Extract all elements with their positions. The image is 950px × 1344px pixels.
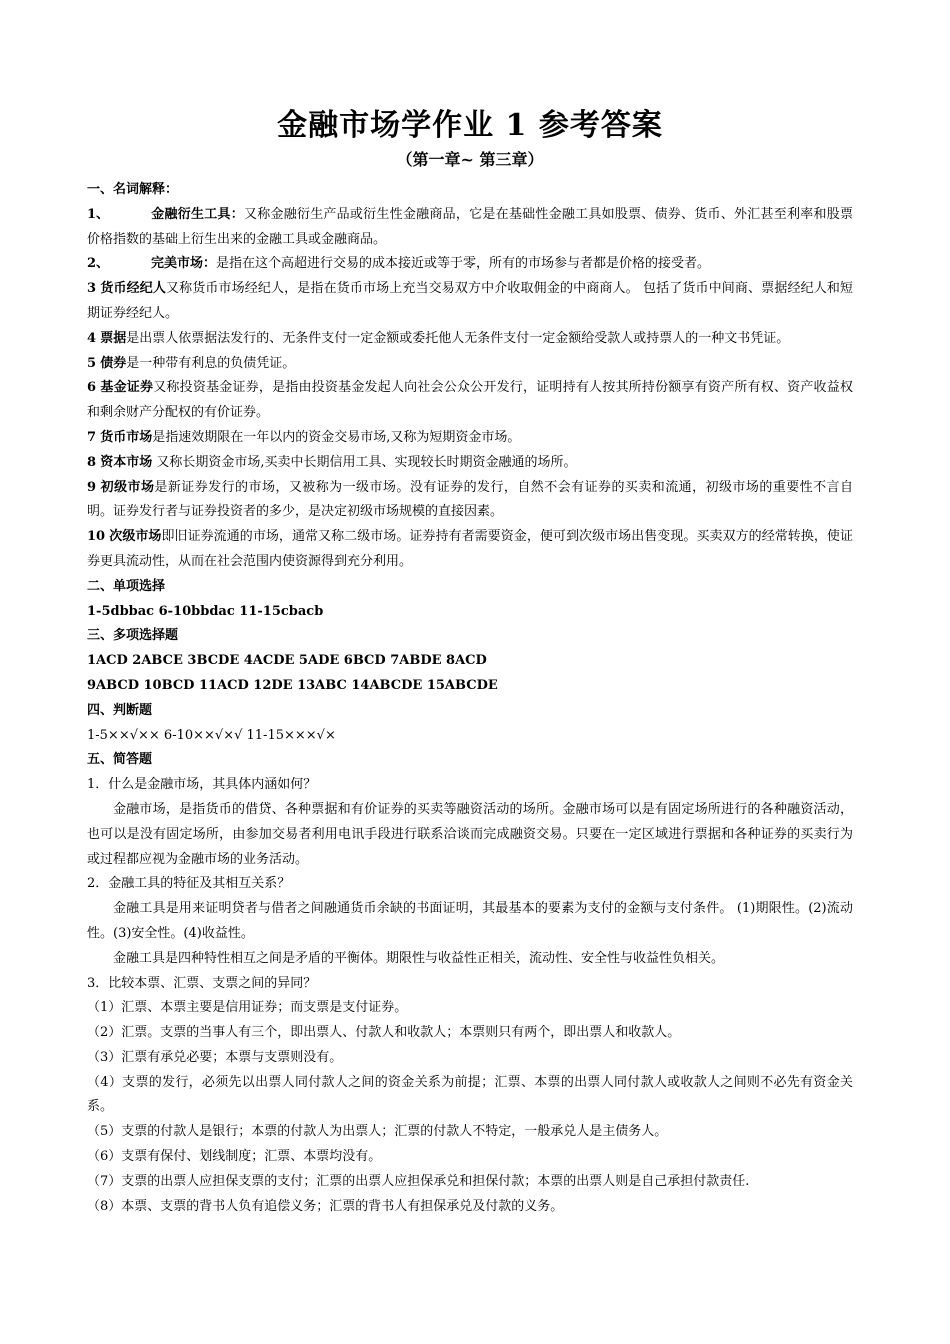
answer-3-item: （5）支票的付款人是银行；本票的付款人为出票人；汇票的付款人不特定，一般承兑人是主债务人。: [87, 1124, 668, 1140]
answer-1: 金融市场，是指货币的借贷、各种票据和有价证券的买卖等融资活动的场所。金融市场可以是有固定场所进行的各种融资活动， 也可以是没有固定场所，由参加交易者利用电讯手段进行联系洽谈而完成融资交易。只要在一定区域进行票据和各种证券的买卖行为或过程都应视为金融市场的业务活动。: [87, 801, 853, 867]
document-title: 金融市场学作业 1 参考答案: [277, 108, 663, 143]
section-heading-multiple-choice: 三、多项选择题: [87, 628, 179, 644]
answer-3-item: （3）汇票有承兑必要；本票与支票则没有。: [87, 1049, 343, 1065]
term-definition: 是新证券发行的市场，又被称为一级市场。没有证券的发行，自然不会有证券的买卖和流通，初级市场的重要性不言自明。证券发行者与证券投资者的多少，是决定初级市场规模的直接因素。: [87, 479, 853, 520]
term-number: 8: [87, 454, 97, 470]
answer-3-item: （8）本票、支票的背书人负有追偿义务；汇票的背书人有担保承兑及付款的义务。: [87, 1198, 564, 1214]
multiple-choice-answers-line-2: 9ABCD 10BCD 11ACD 12DE 13ABC 14ABCDE 15ABCDE: [87, 677, 498, 693]
term-item: [87, 277, 853, 327]
term-name: 金融衍生工具：: [151, 206, 244, 222]
section-heading-short-answer: 五、简答题: [87, 752, 153, 768]
term-number: 6: [87, 380, 97, 396]
term-name: 完美市场：: [151, 256, 217, 272]
term-name: 货币经纪人: [100, 281, 166, 297]
term-number: 3: [87, 281, 97, 297]
term-name: 货币市场: [100, 429, 153, 445]
term-item: [87, 352, 853, 377]
term-item: [87, 327, 853, 352]
term-definition: 又称货币市场经纪人，是指在货币市场上充当交易双方中介收取佣金的中商商人。 包括了货币中间商、票据经纪人和短期证券经纪人。: [87, 281, 853, 321]
term-definition: 是指速效期限在一年以内的资金交易市场,又称为短期资金市场。: [152, 429, 521, 445]
term-name: 次级市场: [109, 529, 162, 545]
term-item: [87, 426, 853, 451]
term-item: [87, 376, 853, 426]
answer-3-item: （4）支票的发行，必须先以出票人同付款人之间的资金关系为前提；汇票、本票的出票人同付款人或收款人之间则不必先有资金关系。: [87, 1074, 853, 1115]
answer-2-paragraph-1: 金融工具是用来证明贷者与借者之间融通货币余缺的书面证明，其最基本的要素为支付的金额与支付条件。 (1)期限性。(2)流动性。(3)安全性。(4)收益性。: [87, 901, 853, 941]
question-2: 2．金融工具的特征及其相互关系？: [87, 876, 291, 892]
term-definition: 是一种带有利息的负债凭证。: [126, 355, 296, 371]
term-definition: 又称长期资金市场,买卖中长期信用工具、实现较长时期资金融通的场所。: [152, 454, 577, 470]
section-heading-true-false: 四、判断题: [87, 702, 153, 718]
answer-3-item: （7）支票的出票人应担保支票的支付；汇票的出票人应担保承兑和担保付款；本票的出票人则是自己承担付款责任.: [87, 1173, 750, 1189]
term-name: 初级市场: [100, 479, 155, 495]
term-item: [87, 476, 853, 526]
term-number: 5: [87, 355, 97, 371]
term-item: [87, 203, 853, 253]
question-1: 1．什么是金融市场，其具体内涵如何？: [87, 777, 317, 793]
term-number: 10: [87, 529, 106, 545]
term-number: 7: [87, 429, 97, 445]
term-definition: 又称投资基金证券，是指由投资基金发起人向社会公众公开发行，证明持有人按其所持份额享有资产所有权、资产收益权和剩余财产分配权的有价证券。: [87, 380, 853, 421]
term-name: 基金证券: [100, 380, 154, 396]
term-item: [87, 252, 853, 277]
section-heading-single-choice: 二、单项选择: [87, 578, 166, 594]
section-heading-terms: 一、名词解释：: [87, 182, 179, 197]
term-item: [87, 525, 853, 575]
answer-3-item: （2）汇票。支票的当事人有三个，即出票人、付款人和收款人；本票则只有两个，即出票人和收款人。: [87, 1025, 681, 1041]
term-definition: 是出票人依票据法发行的、无条件支付一定金额或委托他人无条件支付一定金额给受款人或持票人的一种文书凭证。: [126, 330, 790, 346]
term-item: [87, 451, 853, 476]
question-3: 3．比较本票、汇票、支票之间的异同？: [87, 975, 317, 991]
term-definition: 即旧证券流通的市场，通常又称二级市场。证券持有者需要资金，便可到次级市场出售变现。买卖双方的经常转换，使证券更具流动性，从而在社会范围内使资源得到充分利用。: [87, 529, 853, 569]
term-definition: 是指在这个高超进行交易的成本接近或等于零，所有的市场参与者都是价格的接受者。: [216, 256, 711, 272]
term-name: 票据: [100, 330, 127, 346]
answer-3-item: （6）支票有保付、划线制度；汇票、本票均没有。: [87, 1149, 382, 1165]
term-number: 4: [87, 330, 97, 346]
term-definition: 又称金融衍生产品或衍生性金融商品，它是在基础性金融工具如股票、债券、货币、外汇甚至利率和股票价格指数的基础上衍生出来的金融工具或金融商品。: [87, 206, 853, 247]
term-name: 资本市场: [100, 454, 153, 470]
document-subtitle: （第一章~ 第三章）: [396, 150, 544, 169]
term-number: 1、: [87, 206, 110, 222]
term-name: 债券: [100, 355, 127, 371]
single-choice-answers: 1-5dbbac 6-10bbdac 11-15cbacb: [87, 603, 324, 619]
true-false-answers: 1-5××√×× 6-10××√×√ 11-15×××√×: [87, 727, 336, 743]
multiple-choice-answers-line-1: 1ACD 2ABCE 3BCDE 4ACDE 5ADE 6BCD 7ABDE 8ACD: [87, 653, 487, 669]
answer-2-paragraph-2: 金融工具是四种特性相互之间是矛盾的平衡体。期限性与收益性正相关，流动性、安全性与收益性负相关。: [113, 950, 725, 966]
term-number: 9: [87, 479, 97, 495]
answer-3-item: （1）汇票、本票主要是信用证券；而支票是支付证券。: [87, 1000, 408, 1016]
document-page: [87, 104, 853, 1219]
term-number: 2、: [87, 256, 110, 272]
